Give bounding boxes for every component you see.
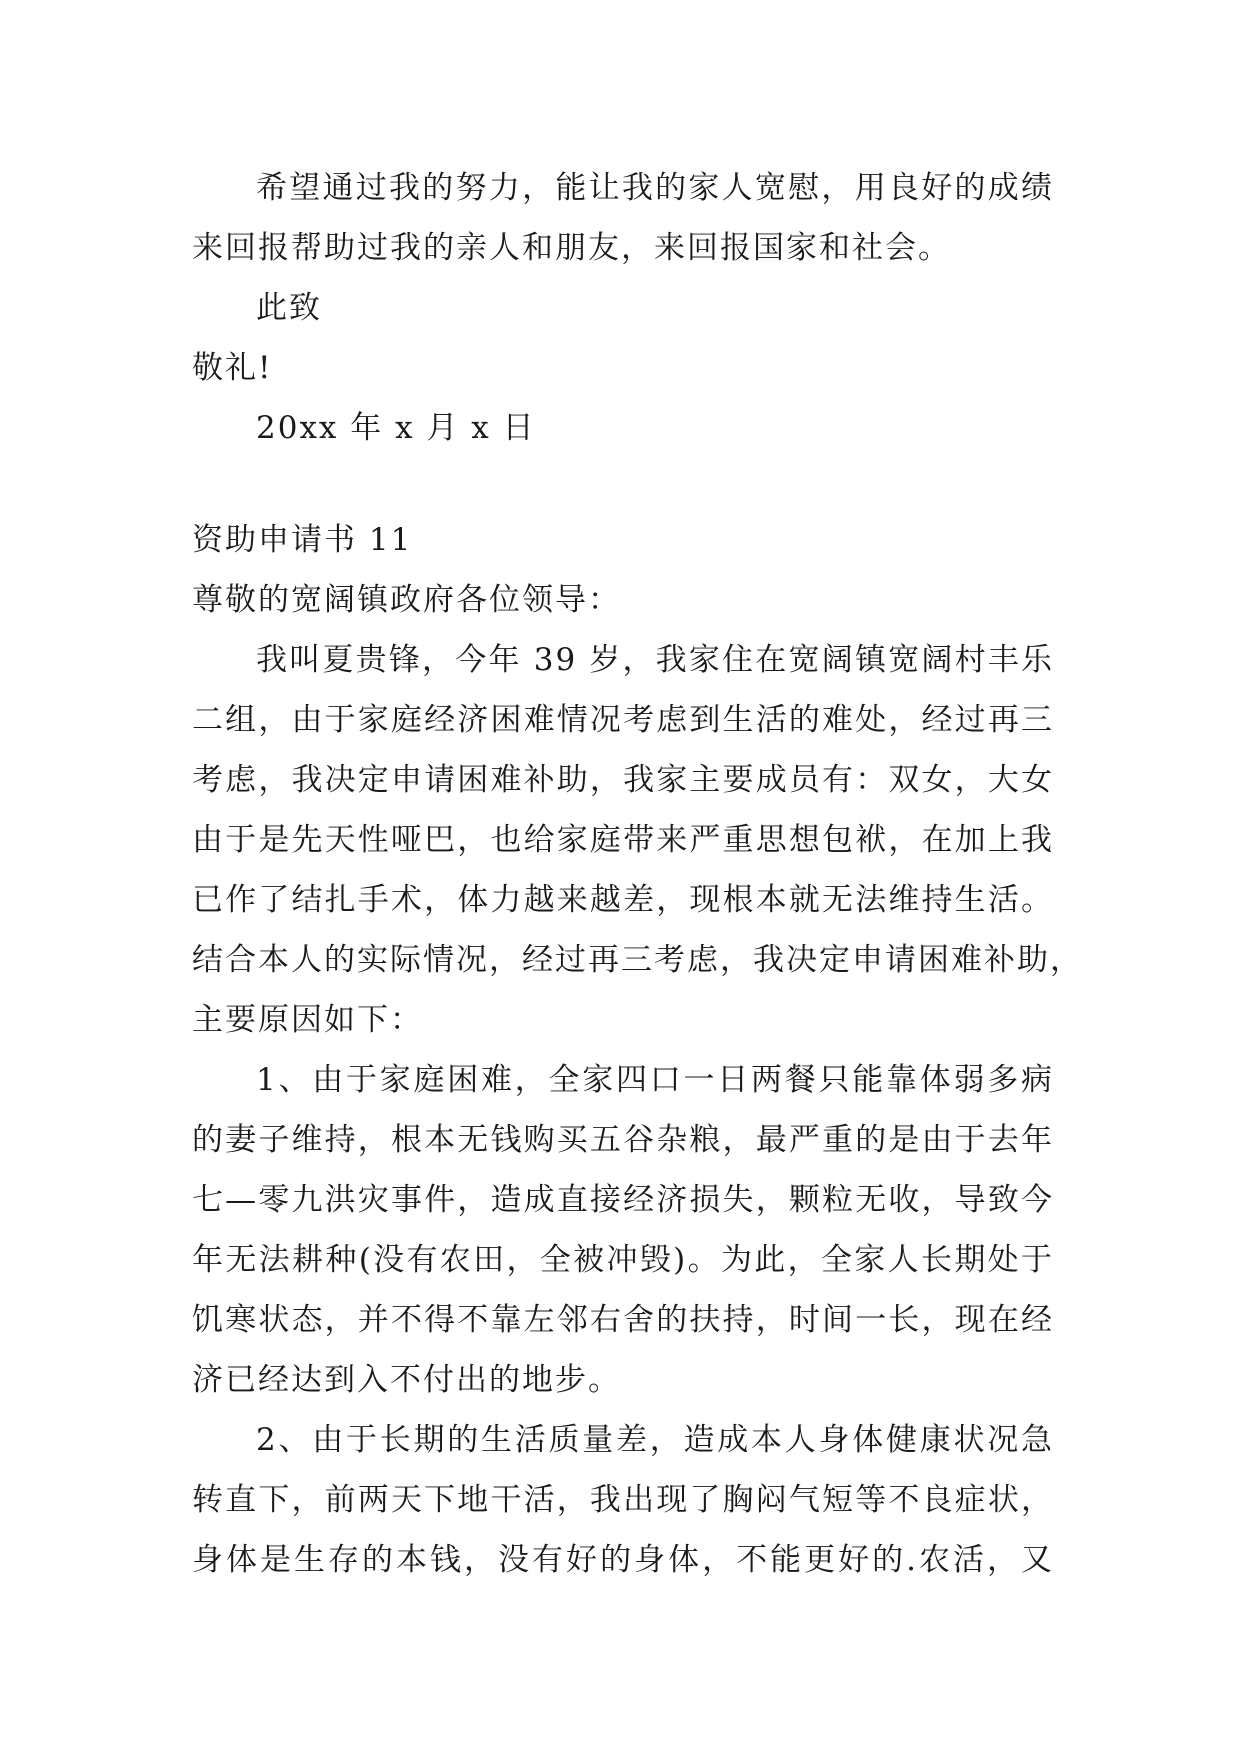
letter-date: 20xx 年 x 月 x 日 bbox=[256, 410, 536, 446]
text-line: 结合本人的实际情况，经过再三考虑，我决定申请困难补助， bbox=[192, 942, 1083, 978]
text-line: 2、由于长期的生活质量差，造成本人身体健康状况急 bbox=[256, 1422, 1054, 1458]
text-line: 我叫夏贵锋，今年 39 岁，我家住在宽阔镇宽阔村丰乐 bbox=[256, 642, 1054, 678]
text-line: 由于是先天性哑巴，也给家庭带来严重思想包袱，在加上我 bbox=[192, 822, 1054, 858]
document-page bbox=[192, 158, 1083, 1590]
text-line: 饥寒状态，并不得不靠左邻右舍的扶持，时间一长，现在经 bbox=[192, 1302, 1054, 1338]
reason-paragraph-2 bbox=[192, 1410, 1054, 1590]
text-line: 主要原因如下： bbox=[192, 1002, 423, 1038]
text-line: 身体是生存的本钱，没有好的身体，不能更好的.农活，又 bbox=[192, 1542, 1054, 1578]
reason-paragraph-1 bbox=[192, 1050, 1054, 1410]
text-line: 二组，由于家庭经济困难情况考虑到生活的难处，经过再三 bbox=[192, 702, 1054, 738]
text-line: 希望通过我的努力，能让我的家人宽慰，用良好的成绩 bbox=[256, 170, 1054, 206]
text-line: 年无法耕种(没有农田，全被冲毁)。为此，全家人长期处于 bbox=[192, 1242, 1054, 1278]
section-title: 资助申请书 11 bbox=[192, 522, 413, 558]
section-gap bbox=[192, 458, 1054, 510]
text-line: 七—零九洪灾事件，造成直接经济损失，颗粒无收，导致今 bbox=[192, 1182, 1054, 1218]
text-line: 转直下，前两天下地干活，我出现了胸闷气短等不良症状， bbox=[192, 1482, 1054, 1518]
text-line: 1、由于家庭困难，全家四口一日两餐只能靠体弱多病 bbox=[256, 1062, 1054, 1098]
salutation: 尊敬的宽阔镇政府各位领导： bbox=[192, 582, 621, 618]
text-line: 来回报帮助过我的亲人和朋友，来回报国家和社会。 bbox=[192, 230, 951, 266]
closing-phrase: 此致 bbox=[256, 290, 322, 326]
salute: 敬礼! bbox=[192, 350, 273, 386]
text-line: 济已经达到入不付出的地步。 bbox=[192, 1362, 621, 1398]
text-line: 考虑，我决定申请困难补助，我家主要成员有：双女，大女 bbox=[192, 762, 1054, 798]
text-line: 已作了结扎手术，体力越来越差，现根本就无法维持生活。 bbox=[192, 882, 1054, 918]
text-line: 的妻子维持，根本无钱购买五谷杂粮，最严重的是由于去年 bbox=[192, 1122, 1054, 1158]
closing-paragraph bbox=[192, 158, 1054, 278]
intro-paragraph bbox=[192, 630, 1083, 1050]
